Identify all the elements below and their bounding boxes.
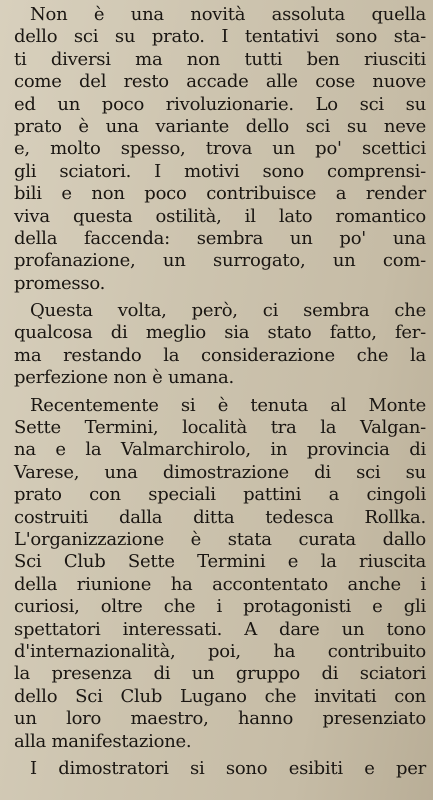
text-line: ed un poco rivoluzionarie. Lo sci su — [14, 93, 426, 115]
text-line: della riunione ha accontentato anche i — [14, 573, 426, 595]
text-line: un loro maestro, hanno presenziato — [14, 708, 426, 730]
text-line: costruiti dalla ditta tedesca Rollka. — [14, 506, 426, 528]
text-line: gli sciatori. I motivi sono comprensi- — [14, 160, 426, 182]
article-paragraph-3 — [14, 395, 426, 753]
text-line: la presenza di un gruppo di sciatori — [14, 663, 426, 685]
text-line: prato è una variante dello sci su neve — [14, 115, 426, 137]
text-line: ti diversi ma non tutti ben riusciti — [14, 48, 426, 70]
text-line: dello Sci Club Lugano che invitati con — [14, 685, 426, 707]
text-line: Recentemente si è tenuta al Monte — [30, 394, 426, 416]
text-line: e, molto spesso, trova un po' scettici — [14, 138, 426, 160]
text-line: L'organizzazione è stata curata dallo — [14, 528, 426, 550]
text-line: perfezione non è umana. — [14, 367, 234, 389]
text-line: spettatori interessati. A dare un tono — [14, 618, 426, 640]
text-line: come del resto accade alle cose nuove — [14, 71, 426, 93]
text-line: alla manifestazione. — [14, 730, 192, 752]
text-line: Non è una novità assoluta quella — [30, 4, 426, 25]
text-line: ma restando la considerazione che la — [14, 344, 426, 366]
text-line: qualcosa di meglio sia stato fatto, fer- — [14, 322, 426, 344]
text-line: Questa volta, però, ci sembra che — [30, 300, 426, 322]
text-line: I dimostratori si sono esibiti e per — [30, 757, 426, 779]
text-line: della faccenda: sembra un po' una — [14, 227, 426, 249]
text-line: na e la Valmarchirolo, in provincia di — [14, 439, 426, 461]
text-line: Sette Termini, località tra la Valgan- — [14, 417, 426, 439]
article-paragraph-2 — [14, 300, 426, 390]
text-line: Sci Club Sette Termini e la riuscita — [14, 551, 426, 573]
text-line: viva questa ostilità, il lato romantico — [14, 205, 426, 227]
text-line: Varese, una dimostrazione di sci su — [14, 461, 426, 483]
text-line: d'internazionalità, poi, ha contribuito — [14, 640, 426, 662]
text-line: prato con speciali pattini a cingoli — [14, 484, 426, 506]
article-paragraph-1 — [14, 4, 426, 295]
text-line: bili e non poco contribuisce a render — [14, 183, 426, 205]
text-line: profanazione, un surrogato, un com- — [14, 250, 426, 272]
text-line: promesso. — [14, 272, 106, 294]
article-column — [14, 4, 426, 780]
text-line: curiosi, oltre che i protagonisti e gli — [14, 596, 426, 618]
text-line: dello sci su prato. I tentativi sono sta- — [14, 26, 426, 48]
article-paragraph-4 — [14, 758, 426, 780]
